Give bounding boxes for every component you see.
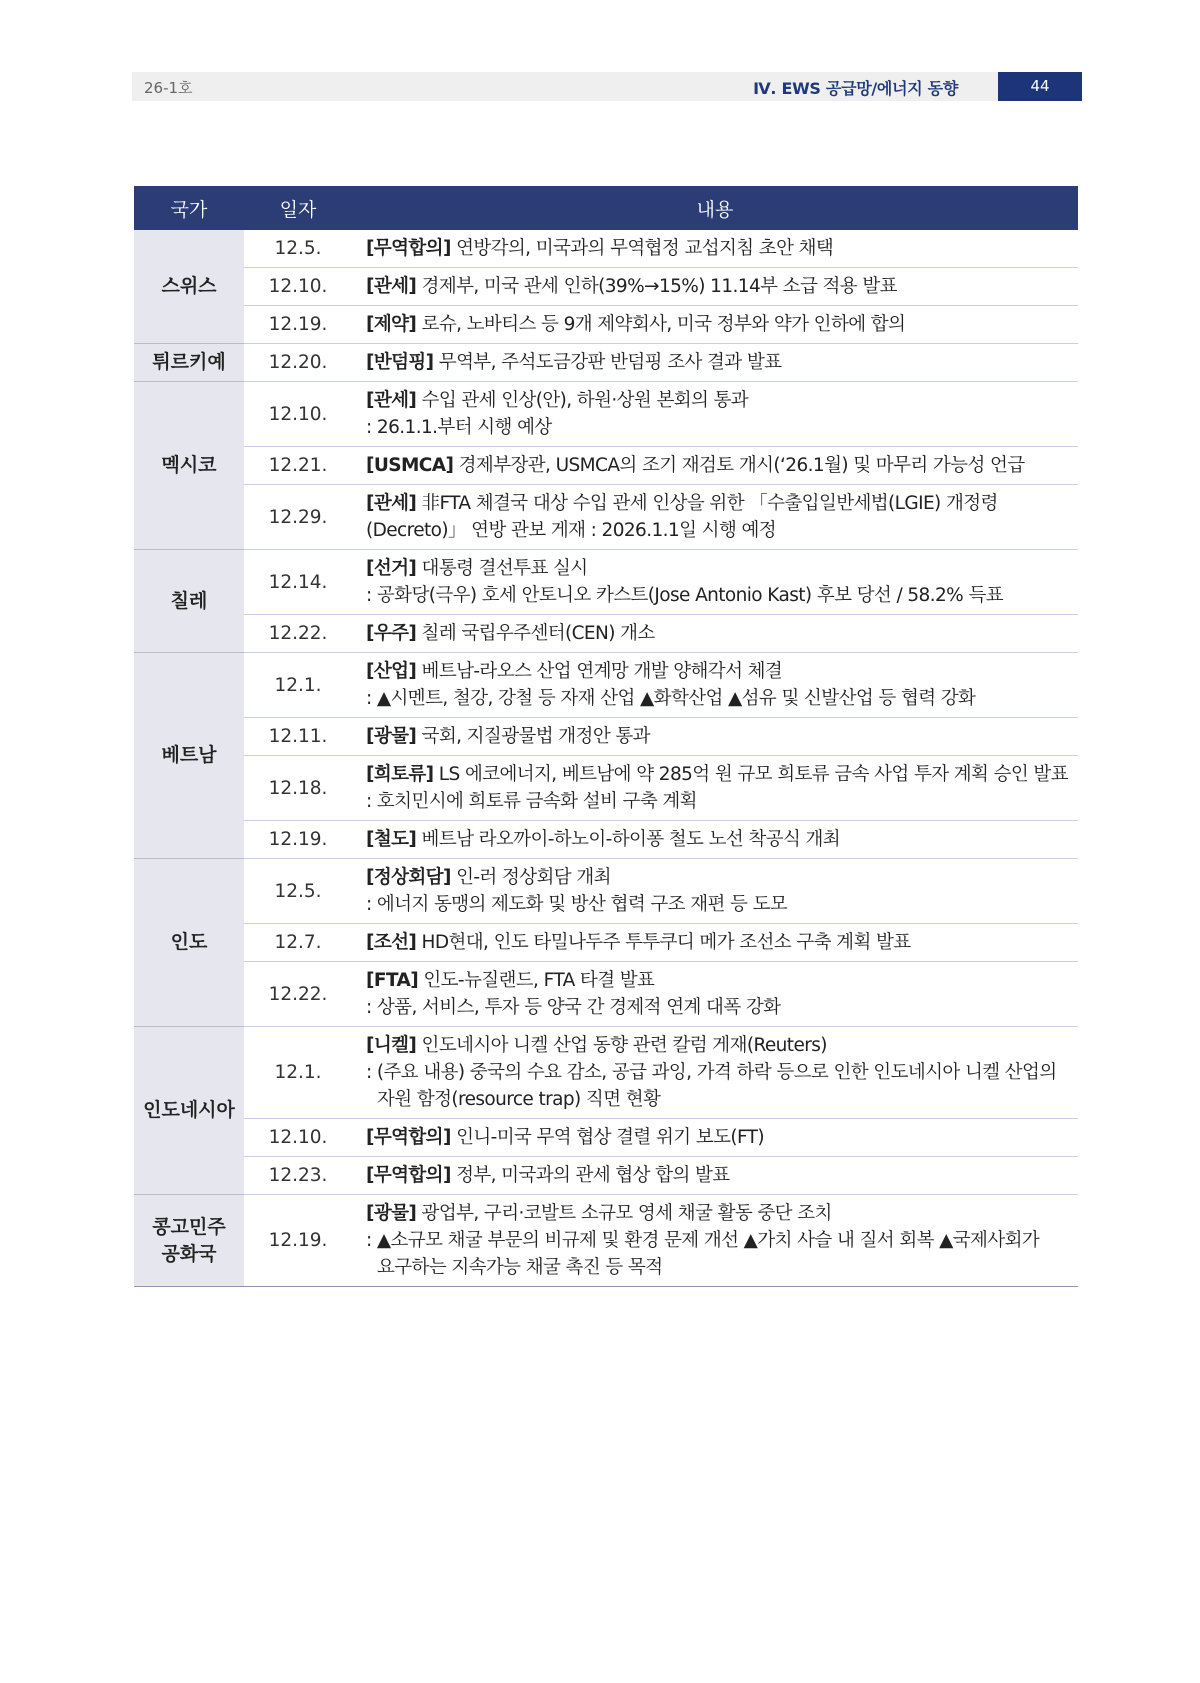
- table-row: [134, 230, 1078, 268]
- table-row: [134, 382, 1078, 447]
- content-text: 정부, 미국과의 관세 협상 합의 발표: [450, 1165, 730, 1186]
- category-tag: [산업]: [366, 661, 417, 682]
- date-cell: 12.23.: [244, 1157, 352, 1195]
- content-detail: : ▲소규모 채굴 부문의 비규제 및 환경 문제 개선 ▲가치 사슬 내 질서 회복 ▲국제사회가: [366, 1230, 1040, 1251]
- content-text: 칠레 국립우주센터(CEN) 개소: [416, 623, 655, 644]
- date-cell: 12.22.: [244, 962, 352, 1027]
- content-text: 국회, 지질광물법 개정안 통과: [416, 726, 650, 747]
- content-cell: [352, 485, 1078, 550]
- page-number: 44: [998, 72, 1082, 101]
- column-header-date: 일자: [244, 186, 352, 230]
- country-name: 인도네시아: [143, 1099, 235, 1121]
- content-text: 베트남 라오까이-하노이-하이퐁 철도 노선 착공식 개최: [416, 829, 841, 850]
- column-header-country: 국가: [134, 186, 244, 230]
- country-cell: [134, 344, 244, 382]
- table-row: [134, 1195, 1078, 1287]
- content-text: 연방각의, 미국과의 무역협정 교섭지침 초안 채택: [450, 238, 834, 259]
- date-cell: 12.1.: [244, 653, 352, 718]
- content-text: 로슈, 노바티스 등 9개 제약회사, 미국 정부와 약가 인하에 합의: [416, 314, 906, 335]
- trade-news-table: [134, 186, 1078, 1287]
- content-detail: : 에너지 동맹의 제도화 및 방산 협력 구조 재편 등 도모: [366, 894, 788, 915]
- table-row: [134, 447, 1078, 485]
- date-cell: 12.10.: [244, 382, 352, 447]
- category-tag: [USMCA]: [366, 455, 454, 476]
- category-tag: [관세]: [366, 493, 417, 514]
- country-name: 콩고민주: [152, 1215, 226, 1238]
- country-cell: [134, 859, 244, 1027]
- section-title: Ⅳ. EWS 공급망/에너지 동향: [753, 79, 958, 98]
- content-text: 인도-뉴질랜드, FTA 타결 발표: [418, 970, 655, 991]
- content-text: 베트남-라오스 산업 연계망 개발 양해각서 체결: [416, 661, 783, 682]
- table-row: [134, 268, 1078, 306]
- category-tag: [선거]: [366, 558, 417, 579]
- content-detail: : (주요 내용) 중국의 수요 감소, 공급 과잉, 가격 하락 등으로 인한 인도네시아 니켈 산업의: [366, 1062, 1057, 1083]
- country-name: 멕시코: [161, 454, 217, 476]
- content-cell: [352, 615, 1078, 653]
- country-cell: [134, 1195, 244, 1287]
- date-cell: 12.21.: [244, 447, 352, 485]
- category-tag: [광물]: [366, 726, 417, 747]
- date-cell: 12.1.: [244, 1027, 352, 1119]
- table-row: [134, 859, 1078, 924]
- content-cell: [352, 1027, 1078, 1119]
- category-tag: [관세]: [366, 390, 417, 411]
- table-row: [134, 550, 1078, 615]
- date-cell: 12.14.: [244, 550, 352, 615]
- content-text: HD현대, 인도 타밀나두주 투투쿠디 메가 조선소 구축 계획 발표: [416, 932, 911, 953]
- content-cell: [352, 306, 1078, 344]
- category-tag: [무역합의]: [366, 1127, 451, 1148]
- content-text: 非FTA 체결국 대상 수입 관세 인상을 위한 「수출입일반세법(LGIE) 개정령: [416, 493, 998, 514]
- column-header-content: 내용: [352, 186, 1078, 230]
- content-text: 경제부, 미국 관세 인하(39%→15%) 11.14부 소급 적용 발표: [416, 276, 897, 297]
- content-cell: [352, 859, 1078, 924]
- content-cell: [352, 230, 1078, 268]
- table-row: [134, 485, 1078, 550]
- table-row: [134, 756, 1078, 821]
- content-text: 인니-미국 무역 협상 결렬 위기 보도(FT): [450, 1127, 765, 1148]
- content-cell: [352, 268, 1078, 306]
- category-tag: [니켈]: [366, 1035, 417, 1056]
- content-detail: : ▲시멘트, 철강, 강철 등 자재 산업 ▲화학산업 ▲섬유 및 신발산업 등 협력 강화: [366, 688, 976, 709]
- content-cell: [352, 718, 1078, 756]
- content-cell: [352, 447, 1078, 485]
- country-name: 칠레: [170, 589, 208, 612]
- table-row: [134, 1157, 1078, 1195]
- content-cell: [352, 924, 1078, 962]
- category-tag: [반덤핑]: [366, 352, 434, 373]
- country-name: 스위스: [161, 275, 217, 297]
- date-cell: 12.5.: [244, 859, 352, 924]
- content-cell: [352, 653, 1078, 718]
- date-cell: 12.19.: [244, 306, 352, 344]
- table-row: [134, 1119, 1078, 1157]
- content-text: 인-러 정상회담 개최: [450, 867, 611, 888]
- content-cell: [352, 1157, 1078, 1195]
- table-body: [134, 230, 1078, 1287]
- content-text: 대통령 결선투표 실시: [416, 558, 588, 579]
- content-detail-continued: 자원 함정(resource trap) 직면 현황: [377, 1089, 661, 1110]
- content-cell: [352, 756, 1078, 821]
- country-cell: [134, 550, 244, 653]
- content-cell: [352, 821, 1078, 859]
- country-name: 인도: [170, 931, 208, 953]
- content-detail: : 상품, 서비스, 투자 등 양국 간 경제적 연계 대폭 강화: [366, 997, 781, 1018]
- content-detail: : 26.1.1.부터 시행 예상: [366, 417, 552, 438]
- content-text: 수입 관세 인상(안), 하원·상원 본회의 통과: [416, 390, 749, 411]
- table-row: [134, 924, 1078, 962]
- content-detail: : 공화당(극우) 호세 안토니오 카스트(Jose Antonio Kast) 후보 당선 / 58.2% 득표: [366, 585, 1003, 606]
- content-text: 광업부, 구리·코발트 소규모 영세 채굴 활동 중단 조치: [416, 1203, 832, 1224]
- category-tag: [우주]: [366, 623, 417, 644]
- country-name: 베트남: [161, 744, 217, 766]
- content-text: 인도네시아 니켈 산업 동향 관련 칼럼 게재(Reuters): [416, 1035, 827, 1056]
- category-tag: [관세]: [366, 276, 417, 297]
- date-cell: 12.7.: [244, 924, 352, 962]
- country-cell: [134, 230, 244, 344]
- content-text: LS 에코에너지, 베트남에 약 285억 원 규모 희토류 금속 사업 투자 계획 승인 발표: [433, 764, 1068, 785]
- category-tag: [정상회담]: [366, 867, 451, 888]
- table-row: [134, 615, 1078, 653]
- date-cell: 12.19.: [244, 821, 352, 859]
- category-tag: [조선]: [366, 932, 417, 953]
- date-cell: 12.11.: [244, 718, 352, 756]
- content-cell: [352, 550, 1078, 615]
- table-row: [134, 653, 1078, 718]
- content-cell: [352, 344, 1078, 382]
- category-tag: [희토류]: [366, 764, 434, 785]
- content-text: 경제부장관, USMCA의 조기 재검토 개시(‘26.1월) 및 마무리 가능성 언급: [453, 455, 1025, 476]
- table-header-row: [134, 186, 1078, 230]
- table-row: [134, 718, 1078, 756]
- table-row: [134, 821, 1078, 859]
- date-cell: 12.10.: [244, 268, 352, 306]
- table-row: [134, 962, 1078, 1027]
- country-name: 튀르키예: [152, 351, 226, 373]
- category-tag: [제약]: [366, 314, 417, 335]
- date-cell: 12.19.: [244, 1195, 352, 1287]
- content-text: 무역부, 주석도금강판 반덤핑 조사 결과 발표: [433, 352, 782, 373]
- category-tag: [광물]: [366, 1203, 417, 1224]
- country-name: 공화국: [161, 1242, 217, 1265]
- content-detail: (Decreto)」 연방 관보 게재 : 2026.1.1일 시행 예정: [366, 520, 777, 541]
- date-cell: 12.20.: [244, 344, 352, 382]
- country-cell: [134, 653, 244, 859]
- date-cell: 12.29.: [244, 485, 352, 550]
- date-cell: 12.18.: [244, 756, 352, 821]
- content-cell: [352, 962, 1078, 1027]
- running-header: [132, 72, 1082, 101]
- country-cell: [134, 1027, 244, 1195]
- table-row: [134, 344, 1078, 382]
- category-tag: [FTA]: [366, 970, 419, 991]
- content-cell: [352, 1119, 1078, 1157]
- date-cell: 12.10.: [244, 1119, 352, 1157]
- date-cell: 12.22.: [244, 615, 352, 653]
- country-cell: [134, 382, 244, 550]
- table-row: [134, 306, 1078, 344]
- category-tag: [철도]: [366, 829, 417, 850]
- category-tag: [무역합의]: [366, 1165, 451, 1186]
- content-cell: [352, 382, 1078, 447]
- content-cell: [352, 1195, 1078, 1287]
- content-detail: : 호치민시에 희토류 금속화 설비 구축 계획: [366, 791, 697, 812]
- date-cell: 12.5.: [244, 230, 352, 268]
- category-tag: [무역합의]: [366, 238, 451, 259]
- table-row: [134, 1027, 1078, 1119]
- issue-number: 26-1호: [144, 79, 193, 97]
- content-detail-continued: 요구하는 지속가능 채굴 촉진 등 목적: [377, 1257, 663, 1278]
